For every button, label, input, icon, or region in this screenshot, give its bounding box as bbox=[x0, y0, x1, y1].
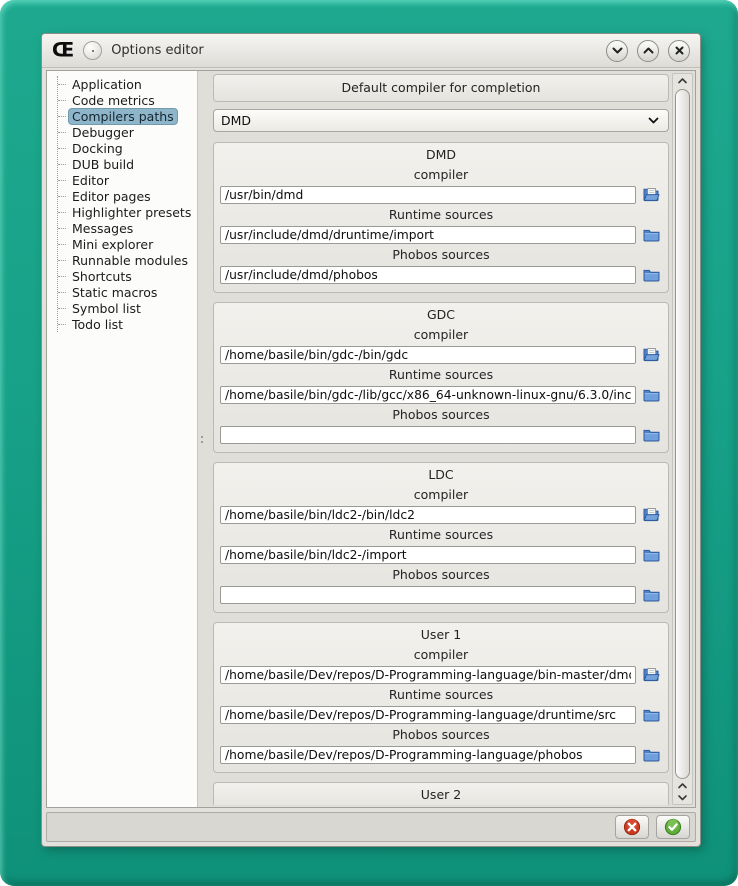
section-gdc bbox=[213, 302, 669, 453]
section-ldc bbox=[213, 462, 669, 613]
field-row bbox=[220, 585, 662, 604]
open-file-icon bbox=[643, 347, 660, 362]
field-label-runtime-sources: Runtime sources bbox=[388, 207, 494, 222]
field-label-runtime-sources: Runtime sources bbox=[388, 367, 494, 382]
sections bbox=[213, 142, 669, 805]
ldc-phobos-sources-input[interactable] bbox=[220, 586, 636, 604]
ldc-runtime-sources-input[interactable] bbox=[220, 546, 636, 564]
sidebar-item-label: Compilers paths bbox=[69, 109, 177, 124]
field-row bbox=[220, 505, 662, 524]
section-user-2 bbox=[213, 782, 669, 805]
scroll-up-button-2[interactable] bbox=[673, 780, 692, 792]
tree-branch-line bbox=[58, 116, 66, 117]
gdc-compiler-browse-button[interactable] bbox=[640, 345, 662, 364]
options-editor-window bbox=[42, 34, 700, 846]
user-1-compiler-browse-button[interactable] bbox=[640, 665, 662, 684]
ldc-compiler-input[interactable] bbox=[220, 506, 636, 524]
sidebar-item-editor-pages[interactable] bbox=[58, 188, 195, 204]
sidebar-item-label: Todo list bbox=[72, 316, 124, 332]
chevron-up-icon bbox=[678, 78, 687, 84]
window-title: Options editor bbox=[111, 43, 204, 58]
field-row bbox=[220, 705, 662, 724]
sidebar-item-code-metrics[interactable] bbox=[58, 92, 195, 108]
cancel-button[interactable] bbox=[615, 815, 649, 839]
user-1-runtime-sources-browse-button[interactable] bbox=[640, 705, 662, 724]
tree-branch-line bbox=[58, 148, 66, 149]
tree-branch-line bbox=[58, 308, 66, 309]
tree-branch-line bbox=[58, 196, 66, 197]
chevron-up-icon bbox=[678, 783, 687, 789]
field-row bbox=[220, 225, 662, 244]
tree-branch-line bbox=[58, 212, 66, 213]
dmd-phobos-sources-input[interactable] bbox=[220, 266, 636, 284]
sidebar-item-label: Highlighter presets bbox=[72, 204, 192, 220]
sidebar-item-label: Docking bbox=[72, 140, 123, 156]
shade-down-button[interactable] bbox=[606, 40, 628, 62]
section-title: GDC bbox=[426, 307, 456, 322]
ldc-runtime-sources-browse-button[interactable] bbox=[640, 545, 662, 564]
sidebar-item-highlighter-presets[interactable] bbox=[58, 204, 195, 220]
field-label-compiler: compiler bbox=[413, 167, 469, 182]
default-compiler-box bbox=[213, 74, 669, 102]
dmd-runtime-sources-browse-button[interactable] bbox=[640, 225, 662, 244]
section-title: DMD bbox=[425, 147, 457, 162]
sidebar-item-mini-explorer[interactable] bbox=[58, 236, 195, 252]
close-icon bbox=[675, 46, 684, 55]
gdc-runtime-sources-input[interactable] bbox=[220, 386, 636, 404]
dmd-compiler-input[interactable] bbox=[220, 186, 636, 204]
sidebar-item-static-macros[interactable] bbox=[58, 284, 195, 300]
folder-icon bbox=[643, 388, 660, 402]
field-row bbox=[220, 425, 662, 444]
options-panel bbox=[206, 71, 695, 807]
field-label-phobos-sources: Phobos sources bbox=[392, 247, 490, 262]
sidebar-item-label: Mini explorer bbox=[72, 236, 154, 252]
chevron-down-icon bbox=[612, 47, 623, 54]
category-sidebar bbox=[47, 71, 198, 807]
scroll-thumb[interactable] bbox=[675, 89, 690, 779]
field-row bbox=[220, 545, 662, 564]
accept-icon bbox=[664, 818, 682, 836]
sidebar-item-label: DUB build bbox=[72, 156, 135, 172]
default-compiler-title: Default compiler for completion bbox=[341, 80, 541, 95]
tree-branch-line bbox=[58, 132, 66, 133]
window-menu-button[interactable] bbox=[83, 41, 102, 60]
tree-branch-line bbox=[58, 180, 66, 181]
chevron-down-icon bbox=[648, 117, 659, 124]
sidebar-item-label: Messages bbox=[72, 220, 134, 236]
section-title: User 2 bbox=[420, 787, 462, 802]
tree-branch-line bbox=[58, 276, 66, 277]
folder-icon bbox=[643, 228, 660, 242]
dmd-compiler-browse-button[interactable] bbox=[640, 185, 662, 204]
sidebar-item-label: Static macros bbox=[72, 284, 158, 300]
user-1-phobos-sources-input[interactable] bbox=[220, 746, 636, 764]
close-button[interactable] bbox=[668, 40, 690, 62]
tree-branch-line bbox=[58, 228, 66, 229]
sidebar-item-runnable-modules[interactable] bbox=[58, 252, 195, 268]
gdc-runtime-sources-browse-button[interactable] bbox=[640, 385, 662, 404]
ldc-compiler-browse-button[interactable] bbox=[640, 505, 662, 524]
field-label-phobos-sources: Phobos sources bbox=[392, 567, 490, 582]
open-file-icon bbox=[643, 507, 660, 522]
folder-icon bbox=[643, 748, 660, 762]
folder-icon bbox=[643, 708, 660, 722]
field-row bbox=[220, 265, 662, 284]
accept-button[interactable] bbox=[656, 815, 690, 839]
gdc-phobos-sources-browse-button[interactable] bbox=[640, 425, 662, 444]
options-scrollview bbox=[213, 73, 669, 805]
scroll-up-button[interactable] bbox=[673, 74, 692, 88]
field-row bbox=[220, 385, 662, 404]
sidebar-item-application[interactable] bbox=[58, 76, 195, 92]
chevron-up-icon bbox=[643, 47, 654, 54]
folder-icon bbox=[643, 268, 660, 282]
section-title: User 1 bbox=[420, 627, 462, 642]
folder-icon bbox=[643, 588, 660, 602]
field-row bbox=[220, 345, 662, 364]
field-label-compiler: compiler bbox=[413, 487, 469, 502]
sidebar-splitter[interactable] bbox=[198, 71, 206, 807]
tree-branch-line bbox=[58, 260, 66, 261]
field-label-phobos-sources: Phobos sources bbox=[392, 407, 490, 422]
default-compiler-select[interactable] bbox=[213, 109, 669, 132]
sidebar-item-shortcuts[interactable] bbox=[58, 268, 195, 284]
gdc-compiler-input[interactable] bbox=[220, 346, 636, 364]
tree-branch-line bbox=[58, 100, 66, 101]
folder-icon bbox=[643, 548, 660, 562]
sidebar-item-symbol-list[interactable] bbox=[58, 300, 195, 316]
tree-branch-line bbox=[58, 244, 66, 245]
dmd-runtime-sources-input[interactable] bbox=[220, 226, 636, 244]
coedit-logo-icon: Œ bbox=[52, 38, 75, 62]
user-1-runtime-sources-input[interactable] bbox=[220, 706, 636, 724]
field-label-compiler: compiler bbox=[413, 647, 469, 662]
sidebar-item-debugger[interactable] bbox=[58, 124, 195, 140]
sidebar-item-label: Shortcuts bbox=[72, 268, 132, 284]
section-user-1 bbox=[213, 622, 669, 773]
tree-branch-line bbox=[58, 164, 66, 165]
open-file-icon bbox=[643, 187, 660, 202]
tree-branch-line bbox=[58, 324, 66, 325]
field-row bbox=[220, 745, 662, 764]
ldc-phobos-sources-browse-button[interactable] bbox=[640, 585, 662, 604]
field-label-compiler: compiler bbox=[413, 327, 469, 342]
dialog-button-bar bbox=[46, 812, 696, 842]
user-1-compiler-input[interactable] bbox=[220, 666, 636, 684]
tree-branch-line bbox=[58, 292, 66, 293]
field-row bbox=[220, 185, 662, 204]
user-1-phobos-sources-browse-button[interactable] bbox=[640, 745, 662, 764]
shade-up-button[interactable] bbox=[637, 40, 659, 62]
sidebar-item-docking[interactable] bbox=[58, 140, 195, 156]
sidebar-item-compilers-paths[interactable] bbox=[58, 108, 195, 124]
vertical-scrollbar[interactable] bbox=[672, 73, 693, 805]
sidebar-item-label: Application bbox=[72, 76, 142, 92]
sidebar-item-label: Editor bbox=[72, 172, 109, 188]
section-title: LDC bbox=[428, 467, 454, 482]
field-row bbox=[220, 665, 662, 684]
sidebar-item-label: Symbol list bbox=[72, 300, 141, 316]
sidebar-tree bbox=[57, 76, 195, 332]
default-compiler-value: DMD bbox=[221, 113, 252, 128]
sidebar-item-label: Code metrics bbox=[72, 92, 155, 108]
dmd-phobos-sources-browse-button[interactable] bbox=[640, 265, 662, 284]
sidebar-item-messages[interactable] bbox=[58, 220, 195, 236]
sidebar-item-dub-build[interactable] bbox=[58, 156, 195, 172]
field-label-phobos-sources: Phobos sources bbox=[392, 727, 490, 742]
chevron-down-icon bbox=[678, 795, 687, 801]
folder-icon bbox=[643, 428, 660, 442]
titlebar[interactable] bbox=[42, 34, 700, 68]
content-area bbox=[46, 70, 696, 808]
field-label-runtime-sources: Runtime sources bbox=[388, 527, 494, 542]
field-label-runtime-sources: Runtime sources bbox=[388, 687, 494, 702]
scroll-down-button[interactable] bbox=[673, 792, 692, 804]
sidebar-item-editor[interactable] bbox=[58, 172, 195, 188]
sidebar-item-label: Debugger bbox=[72, 124, 134, 140]
open-file-icon bbox=[643, 667, 660, 682]
section-dmd bbox=[213, 142, 669, 293]
sidebar-item-label: Runnable modules bbox=[72, 252, 188, 268]
sidebar-item-todo-list[interactable] bbox=[58, 316, 195, 332]
sidebar-item-label: Editor pages bbox=[72, 188, 151, 204]
gdc-phobos-sources-input[interactable] bbox=[220, 426, 636, 444]
cancel-icon bbox=[623, 818, 641, 836]
tree-branch-line bbox=[58, 84, 66, 85]
